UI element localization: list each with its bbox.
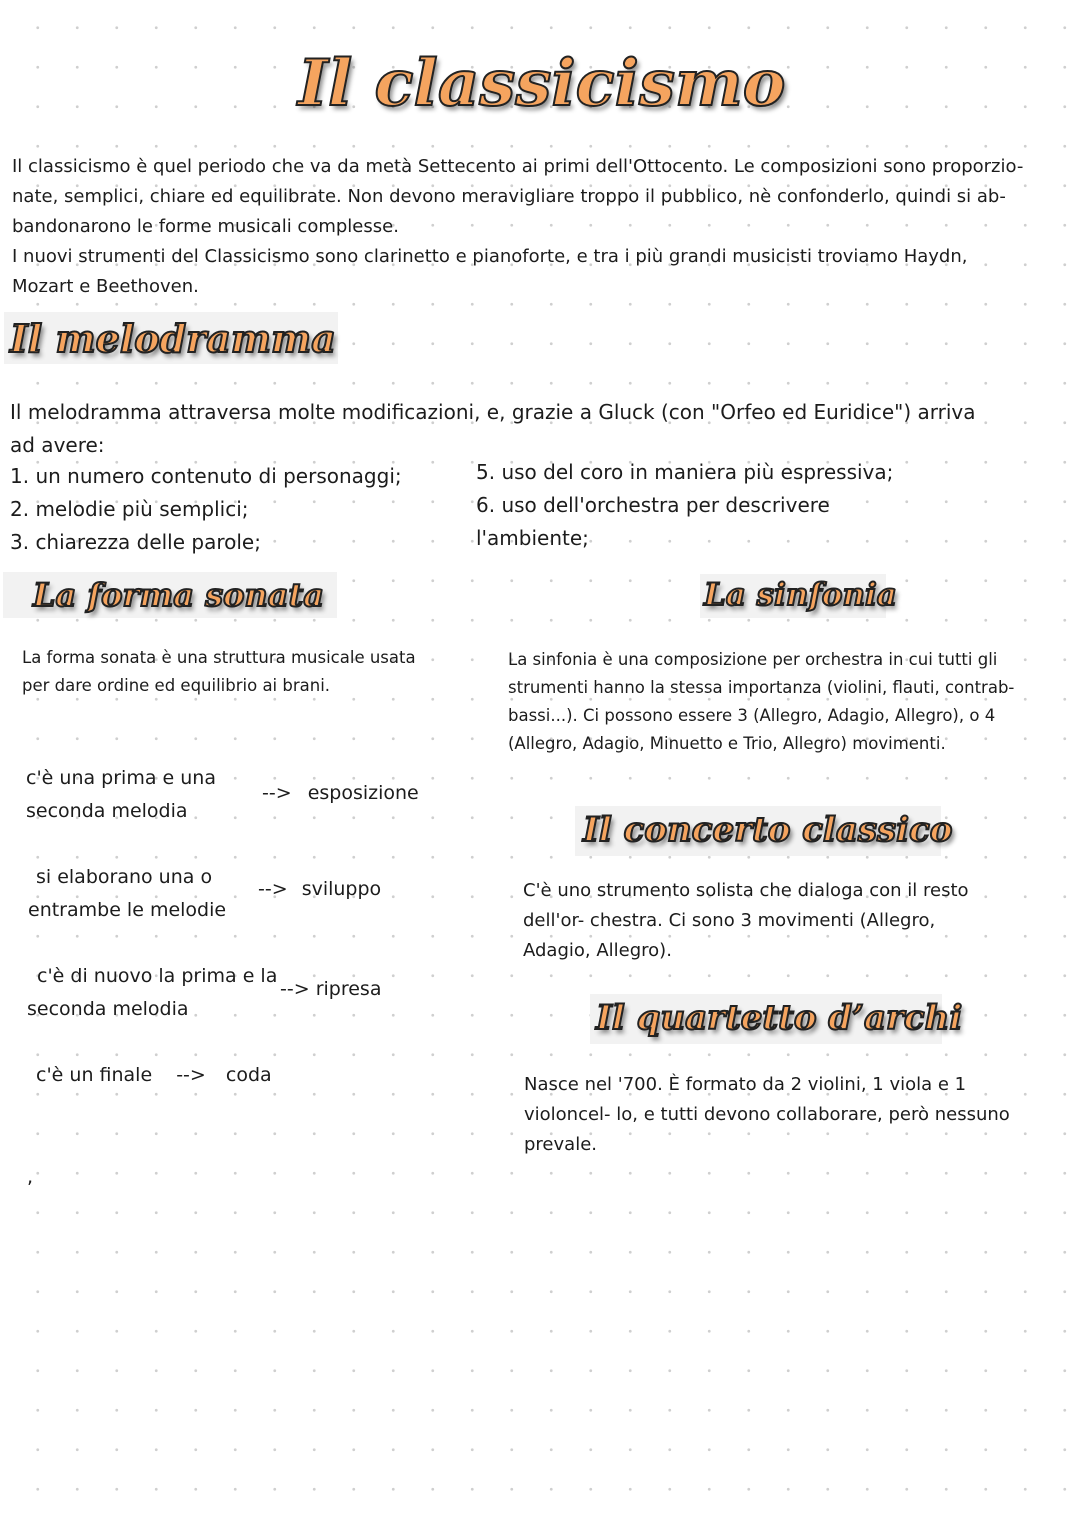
step-desc-sviluppo: si elaborano una o entrambe le melodie — [28, 866, 227, 921]
arrow: --> — [262, 782, 292, 804]
step-name-ripresa: ripresa — [315, 978, 382, 1000]
intro-section — [12, 152, 1027, 302]
arrow: --> — [176, 1064, 206, 1086]
list-item: 3. chiarezza delle parole; — [10, 530, 261, 554]
quartetto-title: Il quartetto d’archi — [596, 998, 963, 1038]
step-name-esposizione: esposizione — [307, 782, 419, 804]
intro-paragraph-2: I nuovi strumenti del Classicismo sono clarinetto e pianoforte, e tra i più grandi musicisti troviamo Haydn, Mozart e Beethoven. — [12, 246, 968, 297]
arrow: --> — [258, 878, 288, 900]
melodramma-list-right — [476, 456, 976, 555]
stray-mark: , — [27, 1166, 34, 1188]
step-desc-coda: c'è un finale — [36, 1064, 153, 1086]
step-ripresa — [280, 974, 381, 1005]
intro-paragraph-1: Il classicismo è quel periodo che va da metà Settecento ai primi dell'Ottocento. Le composizioni sono proporzio- nate, semplici, chiare ed equilibrate. Non devono meravigliare troppo il pubblico, nè confonderlo, quindi si ab- bandonarono le forme musicali complesse. — [12, 156, 1024, 237]
concerto-title: Il concerto classico — [583, 810, 953, 850]
list-item: 1. un numero contenuto di personaggi; — [10, 464, 402, 488]
arrow: --> — [280, 978, 310, 1000]
step-coda — [36, 1060, 272, 1091]
list-item: 2. melodie più semplici; — [10, 497, 249, 521]
melodramma-title: Il melodramma — [10, 316, 336, 361]
sinfonia-title-box — [700, 574, 897, 618]
step-desc-esposizione: c'è una prima e una seconda melodia — [26, 767, 216, 822]
list-item: 6. uso dell'orchestra per descrivere l'ambiente; — [476, 493, 830, 550]
sinfonia-title: La sinfonia — [704, 577, 897, 613]
melodramma-list-left — [10, 460, 470, 559]
concerto-text: C'è uno strumento solista che dialoga con il resto dell'or- chestra. Ci sono 3 movimenti (Allegro, Adagio, Allegro). — [523, 880, 969, 961]
quartetto-text: Nasce nel '700. È formato da 2 violini, 1 viola e 1 violoncel- lo, e tutti devono collaborare, però nessuno prevale. — [524, 1074, 1010, 1155]
concerto-title-box — [575, 806, 953, 856]
step-name-sviluppo: sviluppo — [301, 878, 382, 900]
step-name-coda: coda — [225, 1064, 272, 1086]
step-desc-ripresa: c'è di nuovo la prima e la seconda melodia — [27, 965, 278, 1020]
quartetto-title-box — [590, 994, 963, 1044]
step-esposizione — [262, 778, 419, 809]
melodramma-intro: Il melodramma attraversa molte modificazioni, e, grazie a Gluck (con "Orfeo ed Euridice") arriva ad avere: — [10, 400, 976, 457]
forma-sonata-title: La forma sonata — [33, 576, 324, 614]
forma-sonata-intro: La forma sonata è una struttura musicale usata per dare ordine ed equilibrio ai brani. — [22, 648, 416, 695]
forma-sonata-title-box — [3, 572, 337, 618]
sinfonia-text: La sinfonia è una composizione per orchestra in cui tutti gli strumenti hanno la stessa importanza (violini, flauti, contrab- bassi...). Ci possono essere 3 (Allegro, Adagio, Allegro), o 4 (Allegro, Adagio, Minuetto e Trio, Allegro) movimenti. — [508, 650, 1015, 753]
list-item: 5. uso del coro in maniera più espressiva; — [476, 460, 894, 484]
step-sviluppo — [258, 874, 381, 905]
page-title: Il classicismo — [298, 46, 786, 121]
melodramma-title-box — [4, 312, 338, 364]
